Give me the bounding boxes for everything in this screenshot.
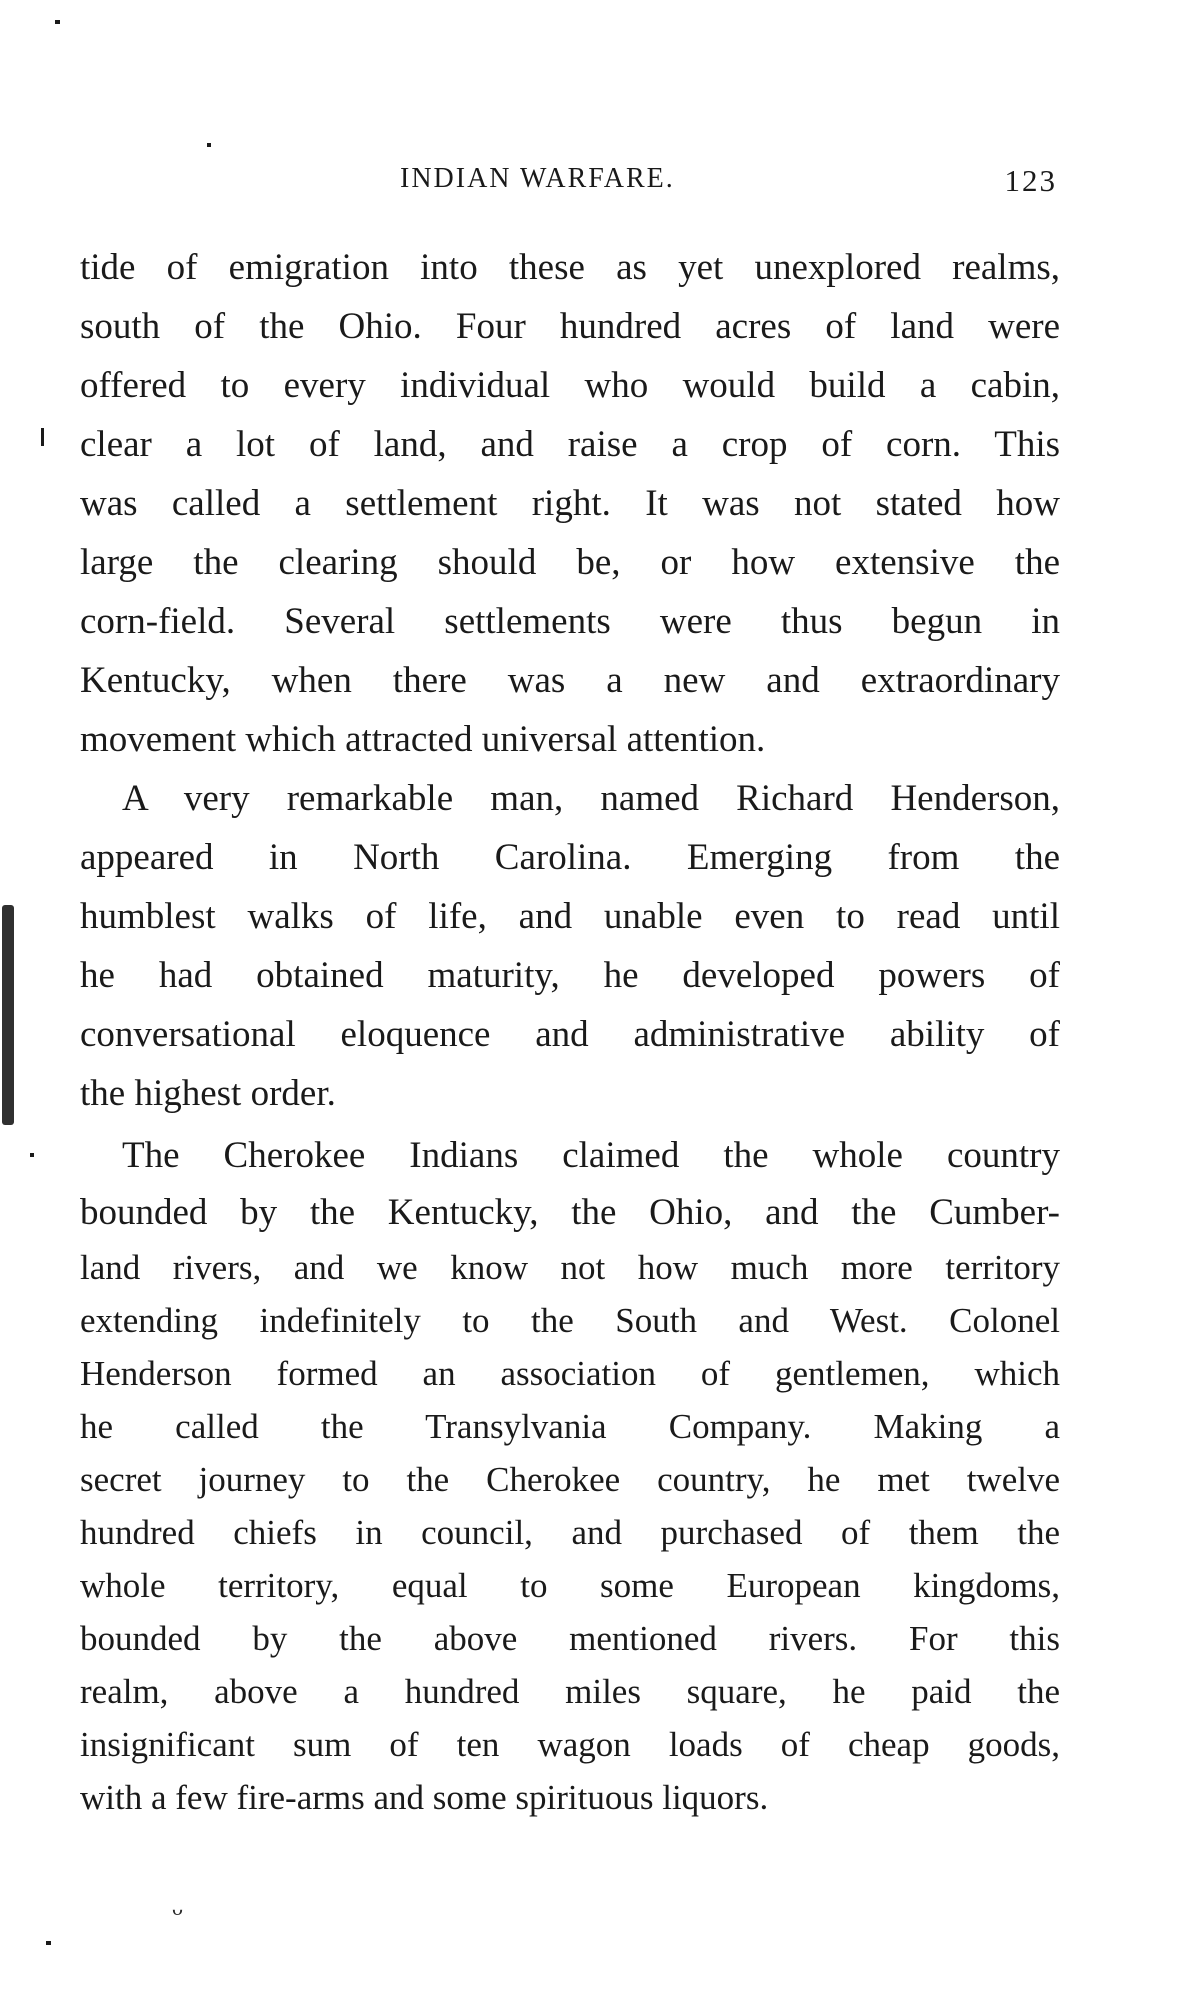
text-line: corn-field. Several settlements were thus begun in [80,601,1060,642]
binding-shadow [2,905,14,1125]
paragraph-3 [80,1127,1060,1824]
body-text [80,238,1060,1824]
running-head [80,163,1065,203]
paragraph-1 [80,238,1060,769]
text-line: he called the Transylvania Company. Making a [80,1407,1060,1446]
text-line: insignificant sum of ten wagon loads of cheap goods, [80,1725,1060,1764]
signature-mark: ᴗ [172,1895,183,1920]
text-line: large the clearing should be, or how extensive the [80,542,1060,583]
text-line: appeared in North Carolina. Emerging from the [80,837,1060,878]
text-line: south of the Ohio. Four hundred acres of land were [80,306,1060,347]
text-line: hundred chiefs in council, and purchased of them the [80,1513,1060,1552]
print-speck [41,428,44,446]
text-line: secret journey to the Cherokee country, he met twelve [80,1460,1060,1499]
text-line: was called a settlement right. It was not stated how [80,483,1060,524]
text-line: tide of emigration into these as yet unexplored realms, [80,247,1060,288]
text-line: extending indefinitely to the South and West. Colonel [80,1301,1060,1340]
text-line: The Cherokee Indians claimed the whole country [122,1135,1060,1176]
text-line: bounded by the above mentioned rivers. For this [80,1619,1060,1658]
text-line: conversational eloquence and administrative ability of [80,1014,1060,1055]
print-speck [30,1153,34,1157]
text-line: clear a lot of land, and raise a crop of corn. This [80,424,1060,465]
print-speck [46,1941,51,1945]
paragraph-2 [80,769,1060,1123]
text-line: offered to every individual who would build a cabin, [80,365,1060,406]
text-line: Henderson formed an association of gentlemen, which [80,1354,1060,1393]
text-line: realm, above a hundred miles square, he paid the [80,1672,1060,1711]
text-line: bounded by the Kentucky, the Ohio, and the Cumber- [80,1192,1060,1233]
text-line: humblest walks of life, and unable even to read until [80,896,1060,937]
text-line: movement which attracted universal attention. [80,719,766,760]
text-line: A very remarkable man, named Richard Henderson, [122,778,1060,819]
page-number: 123 [1004,163,1057,198]
text-line: the highest order. [80,1073,336,1114]
text-line: land rivers, and we know not how much more territory [80,1248,1060,1287]
text-line: with a few fire-arms and some spirituous liquors. [80,1778,769,1817]
print-speck [207,143,211,147]
text-line: whole territory, equal to some European kingdoms, [80,1566,1060,1605]
print-speck [55,20,60,24]
text-line: he had obtained maturity, he developed powers of [80,955,1060,996]
running-title: INDIAN WARFARE. [400,163,675,194]
text-line: Kentucky, when there was a new and extraordinary [80,660,1060,701]
